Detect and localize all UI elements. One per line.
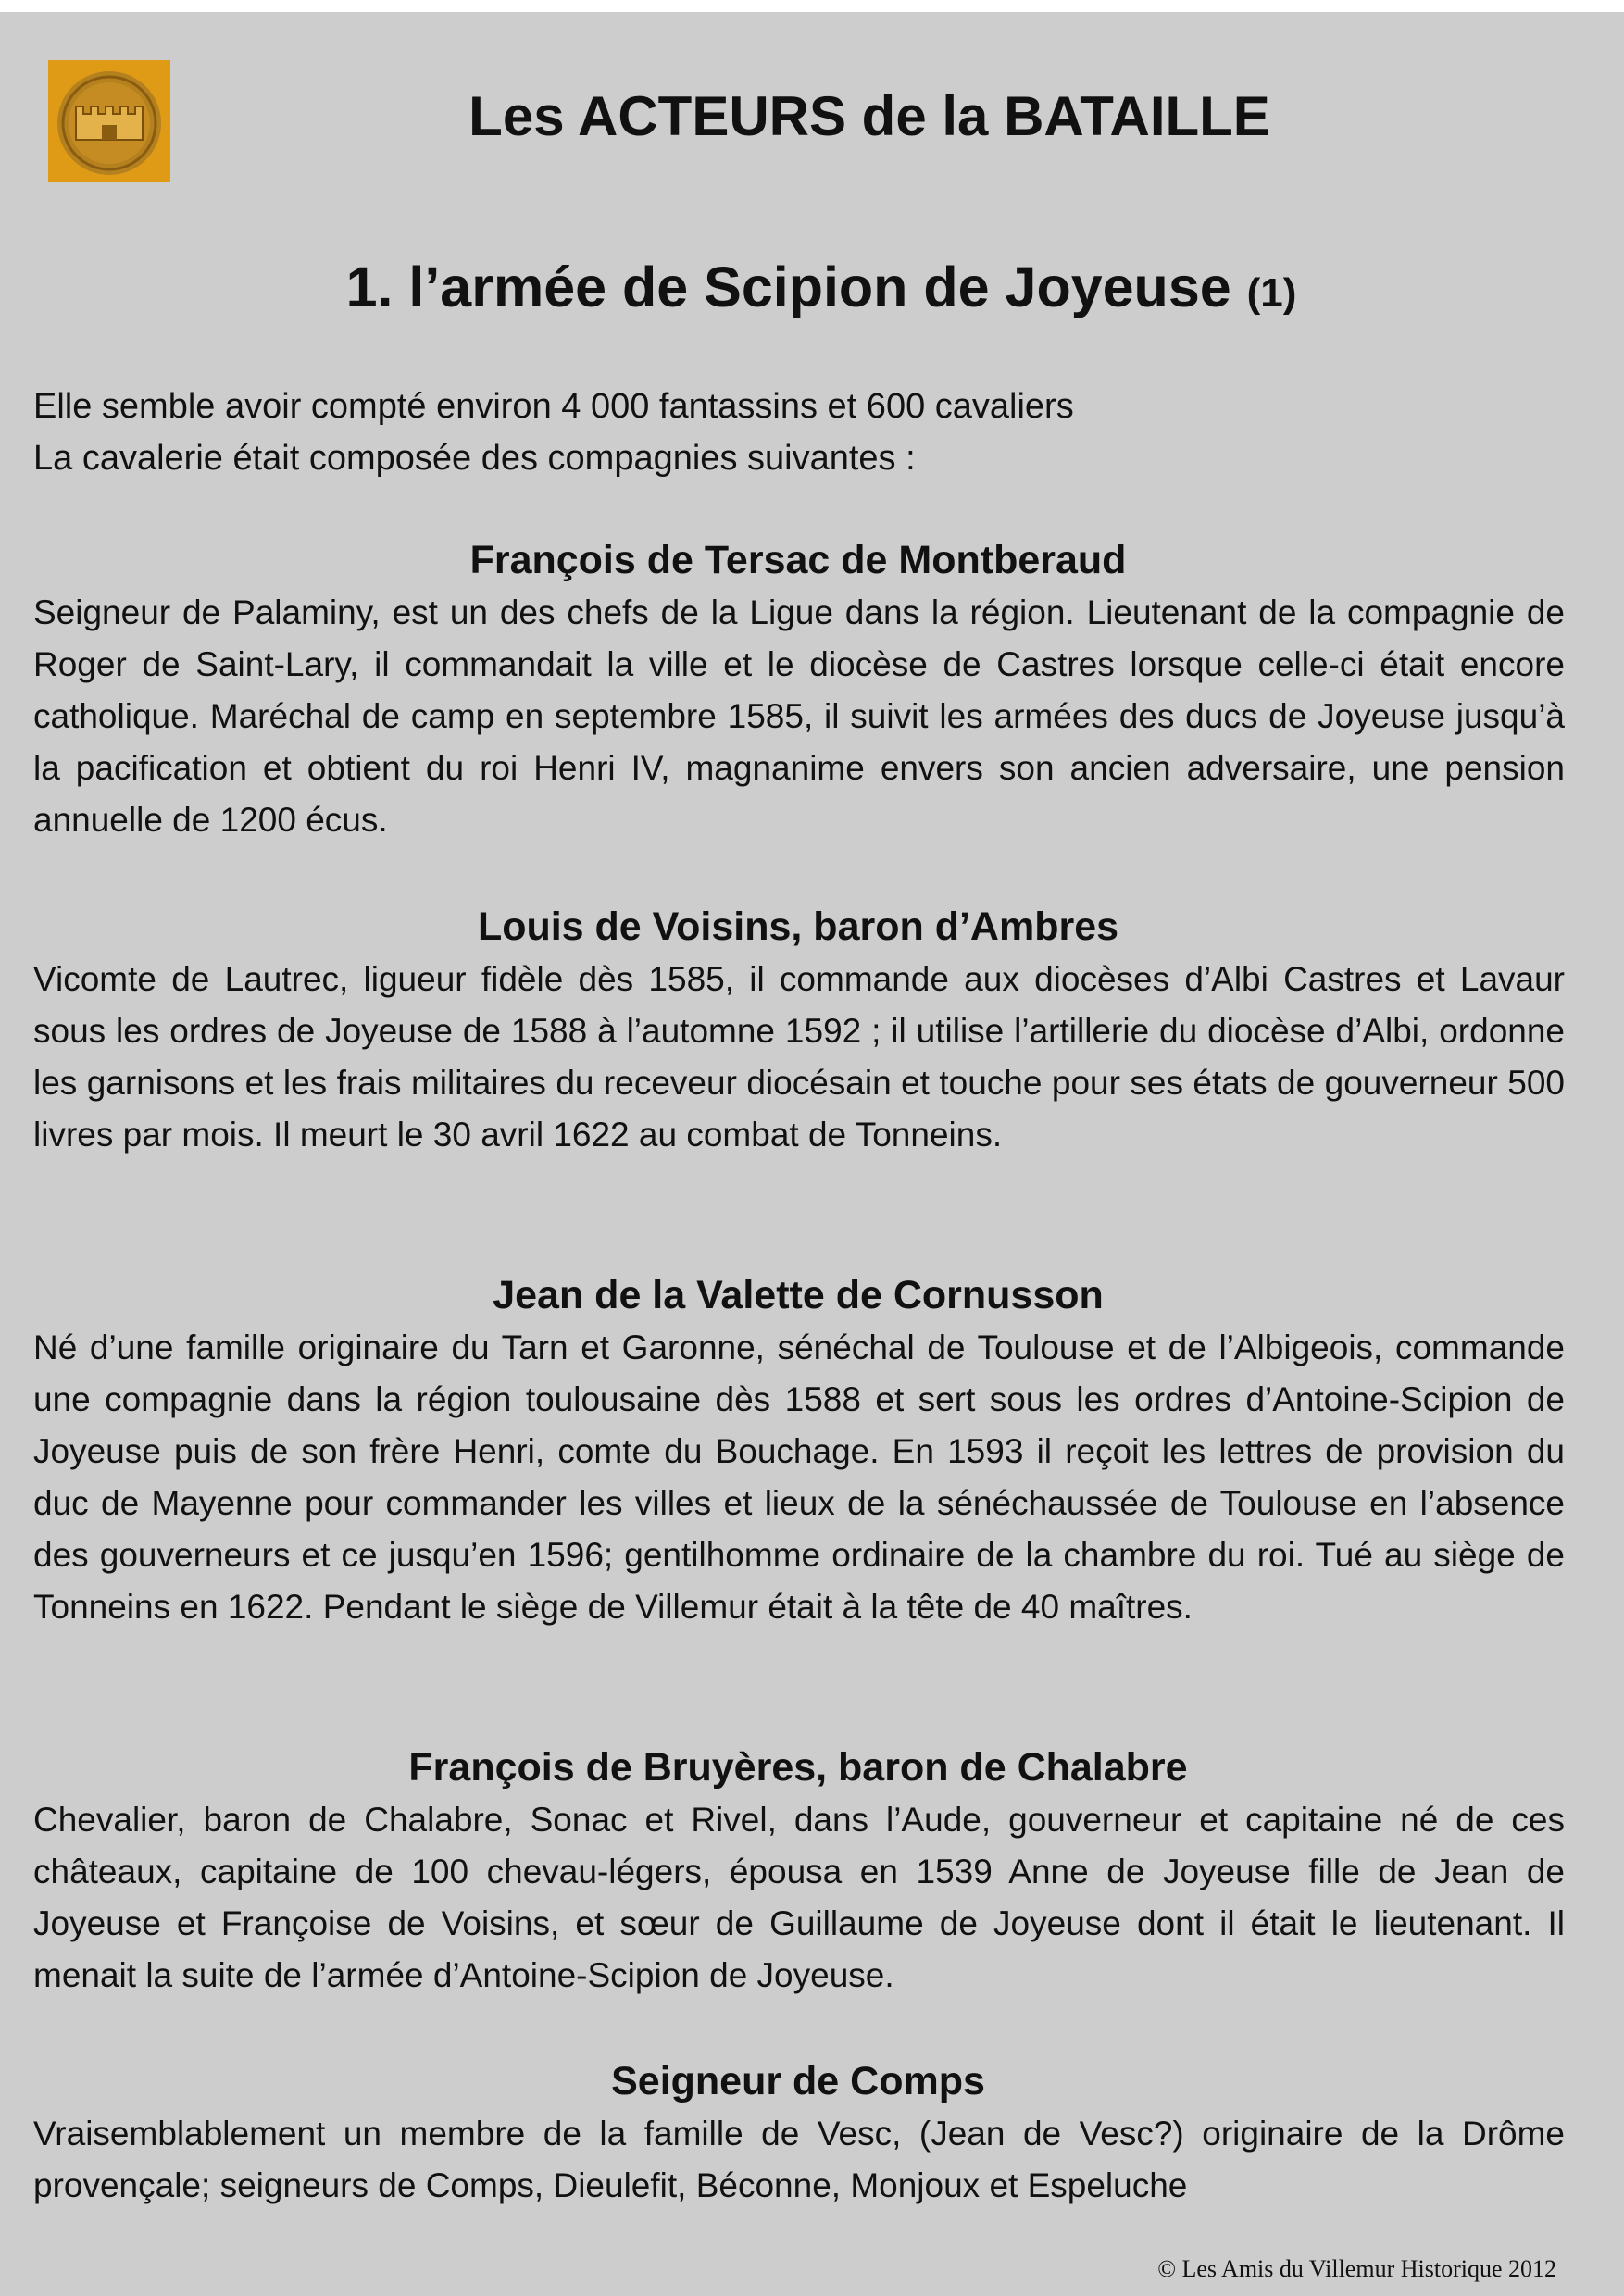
- section-body-ambres: Vicomte de Lautrec, ligueur fidèle dès 1585, il commande aux diocèses d’Albi Castres et Lavaur sous les ordres de Joyeuse de 1588 à l’automne 1592 ; il utilise l’artillerie du diocèse d’Albi, ordonne les garnisons et les frais militaires du receveur diocésain et touche pour ses états de gouverneur 500 livres par mois. Il meurt le 30 avril 1622 au combat de Tonneins.: [33, 960, 1565, 1154]
- section-heading-comps: Seigneur de Comps: [611, 2059, 985, 2103]
- subtitle-text: 1. l’armée de Scipion de Joyeuse: [345, 256, 1231, 318]
- page-subtitle: [0, 245, 1624, 335]
- subtitle-note: (1): [1246, 270, 1297, 316]
- section-body-cornusson: Né d’une famille originaire du Tarn et Garonne, sénéchal de Toulouse et de l’Albigeois, commande une compagnie dans la région toulousaine dès 1588 et sert sous les ordres d’Antoine-Scipion de Joyeuse puis de son frère Henri, comte du Bouchage. En 1593 il reçoit les lettres de provision du duc de Mayenne pour commander les villes et lieux de la sénéchaussée de Toulouse en l’absence des gouverneurs et ce jusqu’en 1596; gentilhomme ordinaire de la chambre du roi. Tué au siège de Tonneins en 1622. Pendant le siège de Villemur était à la tête de 40 maîtres.: [33, 1329, 1565, 1626]
- intro-line-1: Elle semble avoir compté environ 4 000 fantassins et 600 cavaliers: [33, 387, 1074, 426]
- section-body-montberaud: Seigneur de Palaminy, est un des chefs de la Ligue dans la région. Lieutenant de la compagnie de Roger de Saint-Lary, il commandait la ville et le diocèse de Castres lorsque celle-ci était encore catholique. Maréchal de camp en septembre 1585, il suivit les armées des ducs de Joyeuse jusqu’à la pacification et obtient du roi Henri IV, magnanime envers son ancien adversaire, une pension annuelle de 1200 écus.: [33, 593, 1565, 839]
- section-body-comps: Vraisemblablement un membre de la famille de Vesc, (Jean de Vesc?) originaire de la Drôme provençale; seigneurs de Comps, Dieulefit, Béconne, Monjoux et Espeluche: [33, 2115, 1565, 2204]
- page-title: Les ACTEURS de la BATAILLE: [468, 85, 1270, 147]
- section-heading-chalabre: François de Bruyères, baron de Chalabre: [408, 1745, 1188, 1790]
- page-sheet: [0, 12, 1624, 2296]
- section-heading-cornusson: Jean de la Valette de Cornusson: [493, 1273, 1104, 1317]
- section-heading-ambres: Louis de Voisins, baron d’Ambres: [477, 905, 1119, 949]
- intro-line-2: La cavalerie était composée des compagnies suivantes :: [33, 439, 916, 478]
- section-body-chalabre: Chevalier, baron de Chalabre, Sonac et Rivel, dans l’Aude, gouverneur et capitaine né de ces châteaux, capitaine de 100 chevau-légers, épousa en 1539 Anne de Joyeuse fille de Jean de Joyeuse et Françoise de Voisins, et sœur de Guillaume de Joyeuse dont il était le lieutenant. Il menait la suite de l’armée d’Antoine-Scipion de Joyeuse.: [33, 1801, 1565, 1994]
- intro-block: [33, 381, 1561, 484]
- copyright-footer: © Les Amis du Villemur Historique 2012: [1157, 2255, 1556, 2282]
- section-heading-montberaud: François de Tersac de Montberaud: [469, 538, 1127, 582]
